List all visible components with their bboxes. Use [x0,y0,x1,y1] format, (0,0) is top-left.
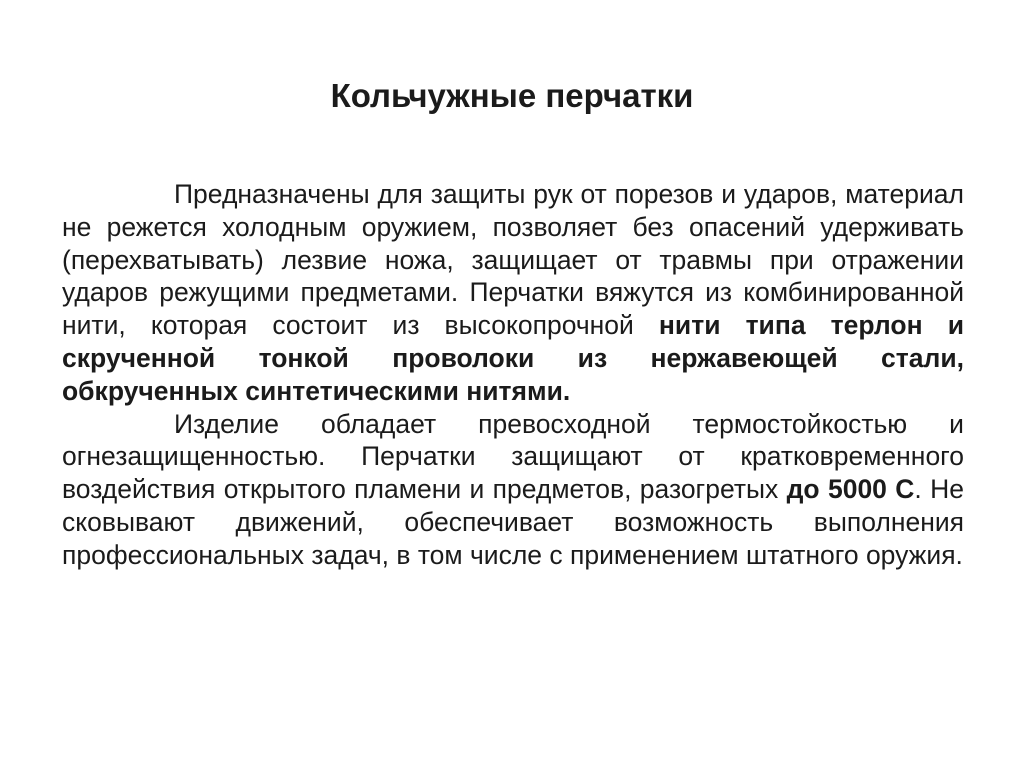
paragraph-purpose-text: Предназначены для защиты рук от порезов и ударов, материал не режется холодным оружием, позволяет без опасений удерживать (перехватывать) лезвие ножа, защищает от травмы при отражении ударов режущими предметами. Перчатки вяжутся из комбинированной нити, которая состоит из высокопрочной [62,179,964,341]
paragraph-purpose [62,178,964,408]
slide-title: Кольчужные перчатки [330,77,694,114]
paragraph-purpose-bold-text: нити типа терлон и скрученной тонкой проволоки из нержавеющей стали, обкрученных синтетическими нитями. [62,310,964,406]
paragraph-properties-text-end: . Не сковывают движений, обеспечивает возможность выполнения профессиональных задач, в том числе с применением штатного оружия. [62,474,965,570]
paragraph-properties-bold-text: до 5000 С [786,474,915,505]
paragraph-properties [62,408,964,572]
paragraph-properties-text: Изделие обладает превосходной термостойкостью и огнезащищенностью. Перчатки защищают от кратковременного воздействия открытого пламени и предметов, разогретых [62,408,964,505]
slide-body [62,178,964,572]
